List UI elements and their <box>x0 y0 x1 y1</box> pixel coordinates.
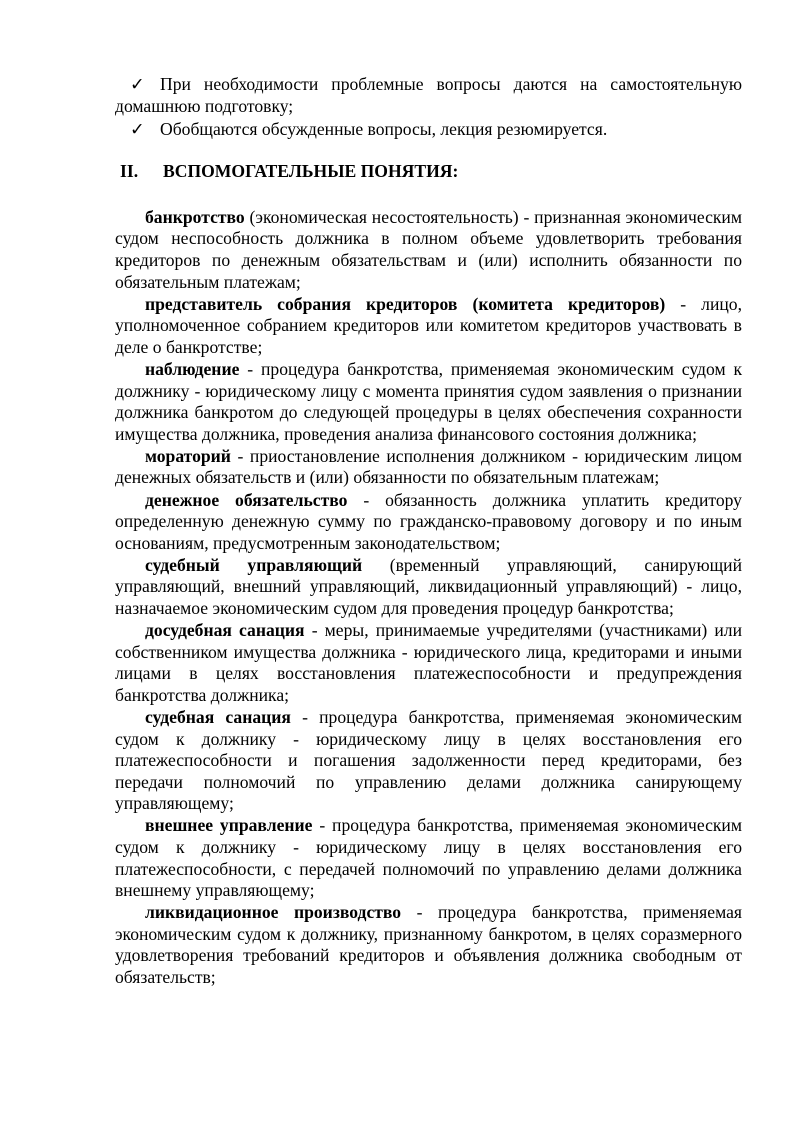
section-title: ВСПОМОГАТЕЛЬНЫЕ ПОНЯТИЯ: <box>163 160 459 181</box>
section-number: II. <box>120 160 139 181</box>
checkmark-icon: ✓ <box>130 119 145 140</box>
definition-paragraph <box>115 294 742 359</box>
definition-term: внешнее управление <box>145 815 313 836</box>
definition-text: - приостановление исполнения должником - юридическим лицом денежных обязательств и (или) обязанности по обязательным платежам; <box>115 445 742 488</box>
definition-paragraph <box>115 902 742 988</box>
definition-text: - процедура банкротства, применяемая экономическим судом к должнику - юридическому лицу в целях восстановления его платежеспособности, с передачей полномочий по управлению делами должника внешнему управляющему; <box>115 815 742 901</box>
definition-text: - процедура банкротства, применяемая экономическим судом к должнику, признанному банкротом, в целях соразмерного удовлетворения требований кредиторов и объявления должника свободным от обязательств; <box>115 902 742 988</box>
definition-term: судебная санация <box>145 706 291 727</box>
definition-text: - лицо, уполномоченное собранием кредиторов или комитетом кредиторов участвовать в деле о банкротстве; <box>115 293 742 357</box>
definition-text: - обязанность должника уплатить кредитору определенную денежную сумму по гражданско-правовому договору и по иным основаниям, предусмотренным законодательством; <box>115 489 742 553</box>
list-item-text: Обобщаются обсужденные вопросы, лекция резюмируется. <box>160 119 608 140</box>
definition-term: банкротство <box>145 206 245 227</box>
definition-text: - процедура банкротства, применяемая экономическим судом к должнику - юридическому лицу с момента принятия судом заявления о признании должника банкротом до следующей процедуры в целях обеспечения сохранности имущества должника, проведения анализа финансового состояния должника; <box>115 358 742 444</box>
definition-term: представитель собрания кредиторов (комитета кредиторов) <box>145 293 666 314</box>
definition-paragraph <box>115 815 742 901</box>
document-body <box>115 74 742 989</box>
definition-paragraph <box>115 490 742 555</box>
list-item <box>115 74 742 117</box>
definition-text: - процедура банкротства, применяемая экономическим судом к должнику - юридическому лицу в целях восстановления его платежеспособности и погашения задолженности перед кредиторами, без передачи полномочий по управлению делами должника санирующему управляющему; <box>115 706 742 814</box>
definition-paragraph <box>115 446 742 489</box>
definition-paragraph <box>115 555 742 620</box>
definition-term: судебный управляющий <box>145 554 363 575</box>
definition-paragraph <box>115 620 742 706</box>
definition-text: (экономическая несостоятельность) - признанная экономическим судом неспособность должника в полном объеме удовлетворить требования кредиторов по денежным обязательствам и (или) исполнить обязанности по обязательным платежам; <box>115 206 742 292</box>
list-item-text: При необходимости проблемные вопросы даются на самостоятельную домашнюю подготовку; <box>115 74 742 116</box>
definitions-list <box>115 207 742 989</box>
definition-term: наблюдение <box>145 358 240 379</box>
definition-term: мораторий <box>145 445 231 466</box>
definition-paragraph <box>115 359 742 445</box>
definition-term: досудебная санация <box>145 620 305 641</box>
definition-paragraph <box>115 207 742 293</box>
definition-term: ликвидационное производство <box>145 902 402 923</box>
section-heading <box>120 161 742 183</box>
list-item <box>115 119 742 141</box>
definition-term: денежное обязательство <box>145 489 348 510</box>
definition-text: - меры, принимаемые учредителями (участниками) или собственником имущества должника - юридического лица, кредиторами и иными лицами в целях восстановления платежеспособности и предупреждения банкротства должника; <box>115 620 742 705</box>
definition-paragraph <box>115 707 742 815</box>
definition-text: (временный управляющий, санирующий управляющий, внешний управляющий, ликвидационный управляющий) - лицо, назначаемое экономическим судом для проведения процедур банкротства; <box>115 554 742 618</box>
checkmark-icon: ✓ <box>130 74 145 94</box>
